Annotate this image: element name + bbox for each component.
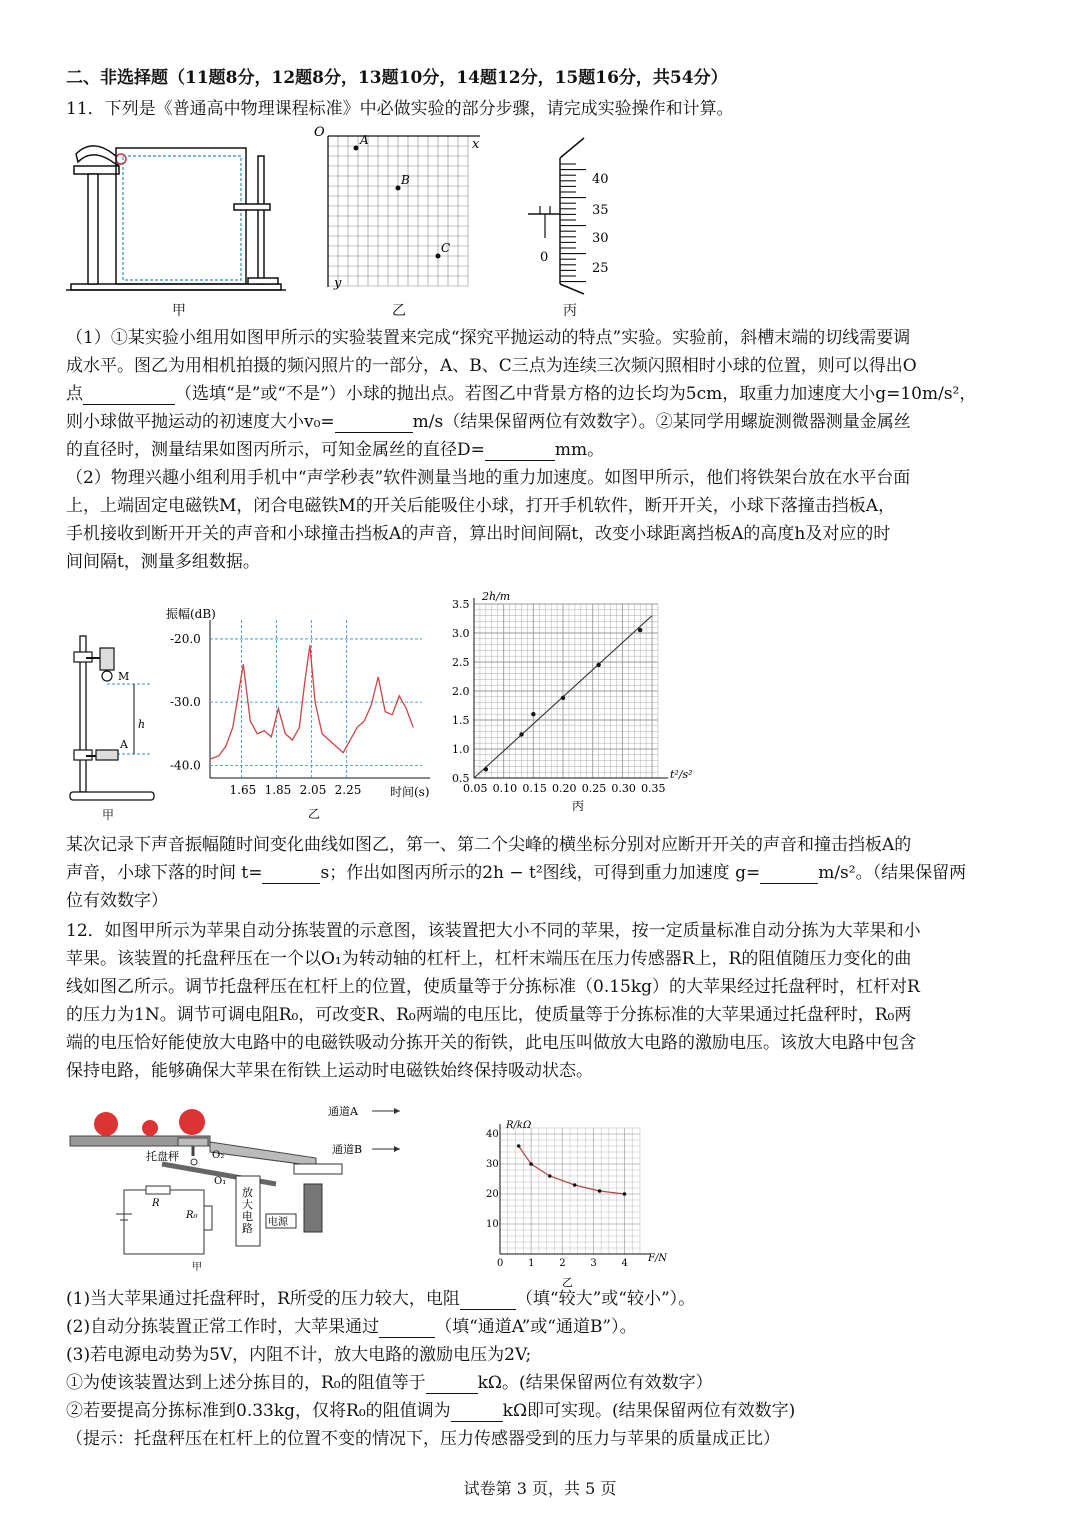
rf-ytick: 20 <box>486 1189 499 1200</box>
answer-blank-v0[interactable] <box>335 416 413 433</box>
gfit-ytick: 2.5 <box>452 656 470 669</box>
channel-b-label: 通道B <box>332 1143 363 1156</box>
gfit-xtick: 0.05 <box>463 782 488 795</box>
q11-p2-line2: 上，上端固定电磁铁M，闭合电磁铁M的开关后能吸住小球，打开手机软件，断开开关，小球下落撞击挡板A， <box>66 496 896 516</box>
point-b <box>396 186 401 191</box>
q11-fig-yi-grid <box>310 122 490 297</box>
q12-line5: 端的电压恰好能使放大电路中的电磁铁吸动分拣开关的衔铁，此电压叫做放大电路的激励电压。该放大电路中包含 <box>66 1033 916 1053</box>
gfit-point <box>596 663 600 667</box>
apple-icon <box>142 1120 158 1136</box>
stand-h-label: h <box>138 718 146 731</box>
resistance-force-chart <box>480 1116 680 1288</box>
q11-p3-line3: 位有效数字） <box>66 891 168 911</box>
point-a-label: A <box>360 133 369 147</box>
q11-fig-jia-apparatus <box>66 126 286 301</box>
rf-point <box>623 1192 627 1196</box>
q11-fig-bing-label: 丙 <box>563 303 577 319</box>
amp-ytick: -20.0 <box>170 631 201 646</box>
q11-p3-line2: 声音，小球下落的时间 t= s；作出如图丙所示的2h − t²图线，可得到重力加速度 g= m/s²。（结果保留两 <box>66 863 967 883</box>
amp-fig-label: 乙 <box>308 807 321 821</box>
rf-xtick: 4 <box>621 1258 628 1269</box>
rf-point <box>517 1144 521 1148</box>
rf-ylabel: R/kΩ <box>506 1120 532 1131</box>
q11-p2-fig-jia-stand <box>66 632 166 807</box>
q11-stem: 11．下列是《普通高中物理课程标准》中必做实验的部分步骤，请完成实验操作和计算。 <box>66 99 734 119</box>
gfit-point <box>531 712 535 716</box>
q12-q3: (3)若电源电动势为5V，内阻不计，放大电路的激励电压为2V; <box>66 1345 532 1365</box>
grid-x-label: x <box>472 137 480 152</box>
gfit-point <box>519 732 523 736</box>
page-footer: 试卷第 3 页，共 5 页 <box>463 1479 617 1498</box>
q12-q1: (1)当大苹果通过托盘秤时，R所受的压力较大，电阻 （填“较大”或“较小”）。 <box>66 1289 696 1309</box>
amp-label-2: 大 <box>242 1198 253 1211</box>
gfit-point <box>561 696 565 700</box>
point-a <box>354 146 359 151</box>
apple-sorter-apparatus <box>66 1094 426 1280</box>
q12-line1: 12．如图甲所示为苹果自动分拣装置的示意图，该装置把大小不同的苹果，按一定质量标准自动分拣为大苹果和小 <box>66 921 921 941</box>
q11-p2-line3: 手机接收到断开开关的声音和小球撞击挡板A的声音，算出时间间隔t，改变小球距离挡板A的高度h及对应的时 <box>66 524 891 544</box>
apple-icon <box>179 1109 205 1135</box>
amp-xtick: 2.25 <box>334 783 362 797</box>
answer-blank-r0[interactable] <box>426 1377 478 1394</box>
amp-label-3: 电 <box>242 1210 253 1223</box>
amp-xlabel: 时间(s) <box>390 785 430 799</box>
stand-fig-label: 甲 <box>102 808 115 822</box>
point-c <box>436 254 441 259</box>
gfit-xtick: 0.25 <box>581 782 607 795</box>
gfit-xtick: 0.10 <box>492 782 518 795</box>
q11-p1-line4: 则小球做平抛运动的初速度大小v₀= m/s（结果保留两位有效数字）。②某同学用螺旋测微器测量金属丝 <box>66 412 911 432</box>
q11-p3-line1: 某次记录下声音振幅随时间变化曲线如图乙，第一、第二个尖峰的横坐标分别对应断开开关的声音和撞击挡板A的 <box>66 835 912 855</box>
q12-line3: 线如图乙所示。调节托盘秤压在杠杆上的位置，使质量等于分拣标准（0.15kg）的大苹果经过托盘秤时，杠杆对R <box>66 977 920 997</box>
apple-icon <box>94 1112 118 1136</box>
gfit-point <box>638 628 642 632</box>
q12-line2: 苹果。该装置的托盘秤压在一个以O₁为转动轴的杠杆上，杠杆末端压在压力传感器R上，R的阻值随压力变化的曲 <box>66 949 912 969</box>
rf-xlabel: F/N <box>648 1253 668 1264</box>
point-b-label: B <box>401 173 410 187</box>
answer-blank-r0-new[interactable] <box>451 1405 503 1422</box>
point-c-label: C <box>441 241 451 255</box>
stand-m-label: M <box>118 670 130 683</box>
rf-xtick: 0 <box>497 1258 504 1269</box>
gfit-ytick: 1.0 <box>452 743 470 756</box>
rf-xtick: 3 <box>590 1258 597 1269</box>
rf-point <box>598 1189 602 1193</box>
grid-origin-label: O <box>314 125 325 140</box>
apparatus-fig-label: 甲 <box>192 1262 202 1273</box>
rf-ytick: 10 <box>486 1219 499 1230</box>
q11-p1-line1: （1）①某实验小组用如图甲所示的实验装置来完成“探究平抛运动的特点”实验。实验前，斜槽末端的切线需要调 <box>66 328 911 348</box>
rf-point <box>548 1174 552 1178</box>
gfit-xlabel: t²/s² <box>670 768 693 781</box>
q11-fig-bing-micrometer <box>520 136 630 296</box>
amp-xtick: 2.05 <box>299 783 327 797</box>
gfit-xtick: 0.15 <box>522 782 547 795</box>
answer-blank-diameter[interactable] <box>485 444 555 461</box>
gfit-ytick: 0.5 <box>452 772 470 785</box>
o1-label: O₁ <box>214 1176 227 1187</box>
o2-label: O₂ <box>212 1150 225 1161</box>
amp-ylabel: 振幅(dB) <box>166 607 216 621</box>
rf-xtick: 2 <box>559 1258 566 1269</box>
micrometer-tick-30: 30 <box>592 231 609 246</box>
q11-p2-line1: （2）物理兴趣小组利用手机中“声学秒表”软件测量当地的重力加速度。如图甲所示，他们将铁架台放在水平台面 <box>66 468 911 488</box>
answer-blank-resistance[interactable] <box>460 1293 516 1310</box>
rf-point <box>529 1162 533 1166</box>
gfit-point <box>484 767 488 771</box>
amp-label-1: 放 <box>242 1186 253 1199</box>
answer-blank-channel[interactable] <box>379 1321 435 1338</box>
amp-xtick: 1.65 <box>229 783 257 797</box>
rf-ytick: 40 <box>486 1129 499 1140</box>
q11-p2-line4: 间间隔t，测量多组数据。 <box>66 552 260 572</box>
amp-xtick: 1.85 <box>264 783 292 797</box>
micrometer-tick-40: 40 <box>592 172 609 187</box>
q11-p1-line3: 点 （选填“是”或“不是”）小球的抛出点。若图乙中背景方格的边长均为5cm，取重力加速度大小g=10m/s²， <box>66 384 977 404</box>
gfit-ytick: 3.0 <box>452 627 470 640</box>
gfit-ytick: 2.0 <box>452 685 470 698</box>
q11-fig-yi-label: 乙 <box>392 303 406 319</box>
gfit-ylabel: 2h/m <box>482 590 511 603</box>
stand-a-label: A <box>120 738 128 751</box>
rf-fig-label: 乙 <box>562 1276 573 1288</box>
grid-y-label: y <box>334 276 342 291</box>
q12-line4: 的压力为1N。调节可调电阻R₀，可改变R、R₀两端的电压比，使质量等于分拣标准的大苹果通过托盘秤时，R₀两 <box>66 1005 912 1025</box>
q12-hint: （提示：托盘秤压在杠杆上的位置不变的情况下，压力传感器受到的压力与苹果的质量成正比） <box>66 1429 780 1449</box>
gfit-ytick: 3.5 <box>452 598 470 611</box>
rf-point <box>573 1183 577 1187</box>
answer-blank-origin[interactable] <box>83 388 175 405</box>
q12-q2: (2)自动分拣装置正常工作时，大苹果通过 （填“通道A”或“通道B”）。 <box>66 1317 637 1337</box>
gfit-fig-label: 丙 <box>572 799 585 813</box>
gfit-xtick: 0.35 <box>641 782 666 795</box>
amp-ytick: -30.0 <box>170 695 201 710</box>
micrometer-zero-label: 0 <box>540 250 549 265</box>
amp-label-4: 路 <box>242 1222 253 1235</box>
q12-line6: 保持电路，能够确保大苹果在衔铁上运动时电磁铁始终保持吸动状态。 <box>66 1061 593 1081</box>
answer-blank-time[interactable] <box>262 867 320 884</box>
micrometer-tick-35: 35 <box>592 203 609 218</box>
q11-p1-line2: 成水平。图乙为用相机拍摄的频闪照片的一部分，A、B、C三点为连续三次频闪照相时小球的位置，则可以得出O <box>66 356 917 376</box>
q12-q3-2: ②若要提高分拣标准到0.33kg，仅将R₀的阻值调为 kΩ即可实现。(结果保留两位有效数字) <box>66 1401 796 1421</box>
q11-fig-jia-label: 甲 <box>172 303 186 319</box>
q11-p1-line5: 的直径时，测量结果如图丙所示，可知金属丝的直径D= mm。 <box>66 440 605 460</box>
channel-a-label: 通道A <box>328 1105 358 1118</box>
tray-label: 托盘秤 <box>146 1150 179 1163</box>
gfit-ytick: 1.5 <box>452 714 470 727</box>
gfit-xtick: 0.30 <box>611 782 636 795</box>
amp-ytick: -40.0 <box>170 758 201 773</box>
micrometer-tick-25: 25 <box>592 261 609 276</box>
r0-label: R₀ <box>186 1210 198 1221</box>
rf-ytick: 30 <box>486 1159 499 1170</box>
r-label: R <box>152 1198 160 1209</box>
q12-q3-1: ①为使该装置达到上述分拣目的，R₀的阻值等于 kΩ。(结果保留两位有效数字） <box>66 1373 713 1393</box>
section-title: 二、非选择题（11题8分，12题8分，13题10分，14题12分，15题16分，共54分） <box>66 68 728 88</box>
amplitude-chart <box>160 600 440 825</box>
answer-blank-g[interactable] <box>760 867 818 884</box>
rf-xtick: 1 <box>528 1258 535 1269</box>
gfit-xtick: 0.20 <box>552 782 577 795</box>
power-label: 电源 <box>268 1217 288 1228</box>
gravity-fit-chart <box>448 588 708 816</box>
